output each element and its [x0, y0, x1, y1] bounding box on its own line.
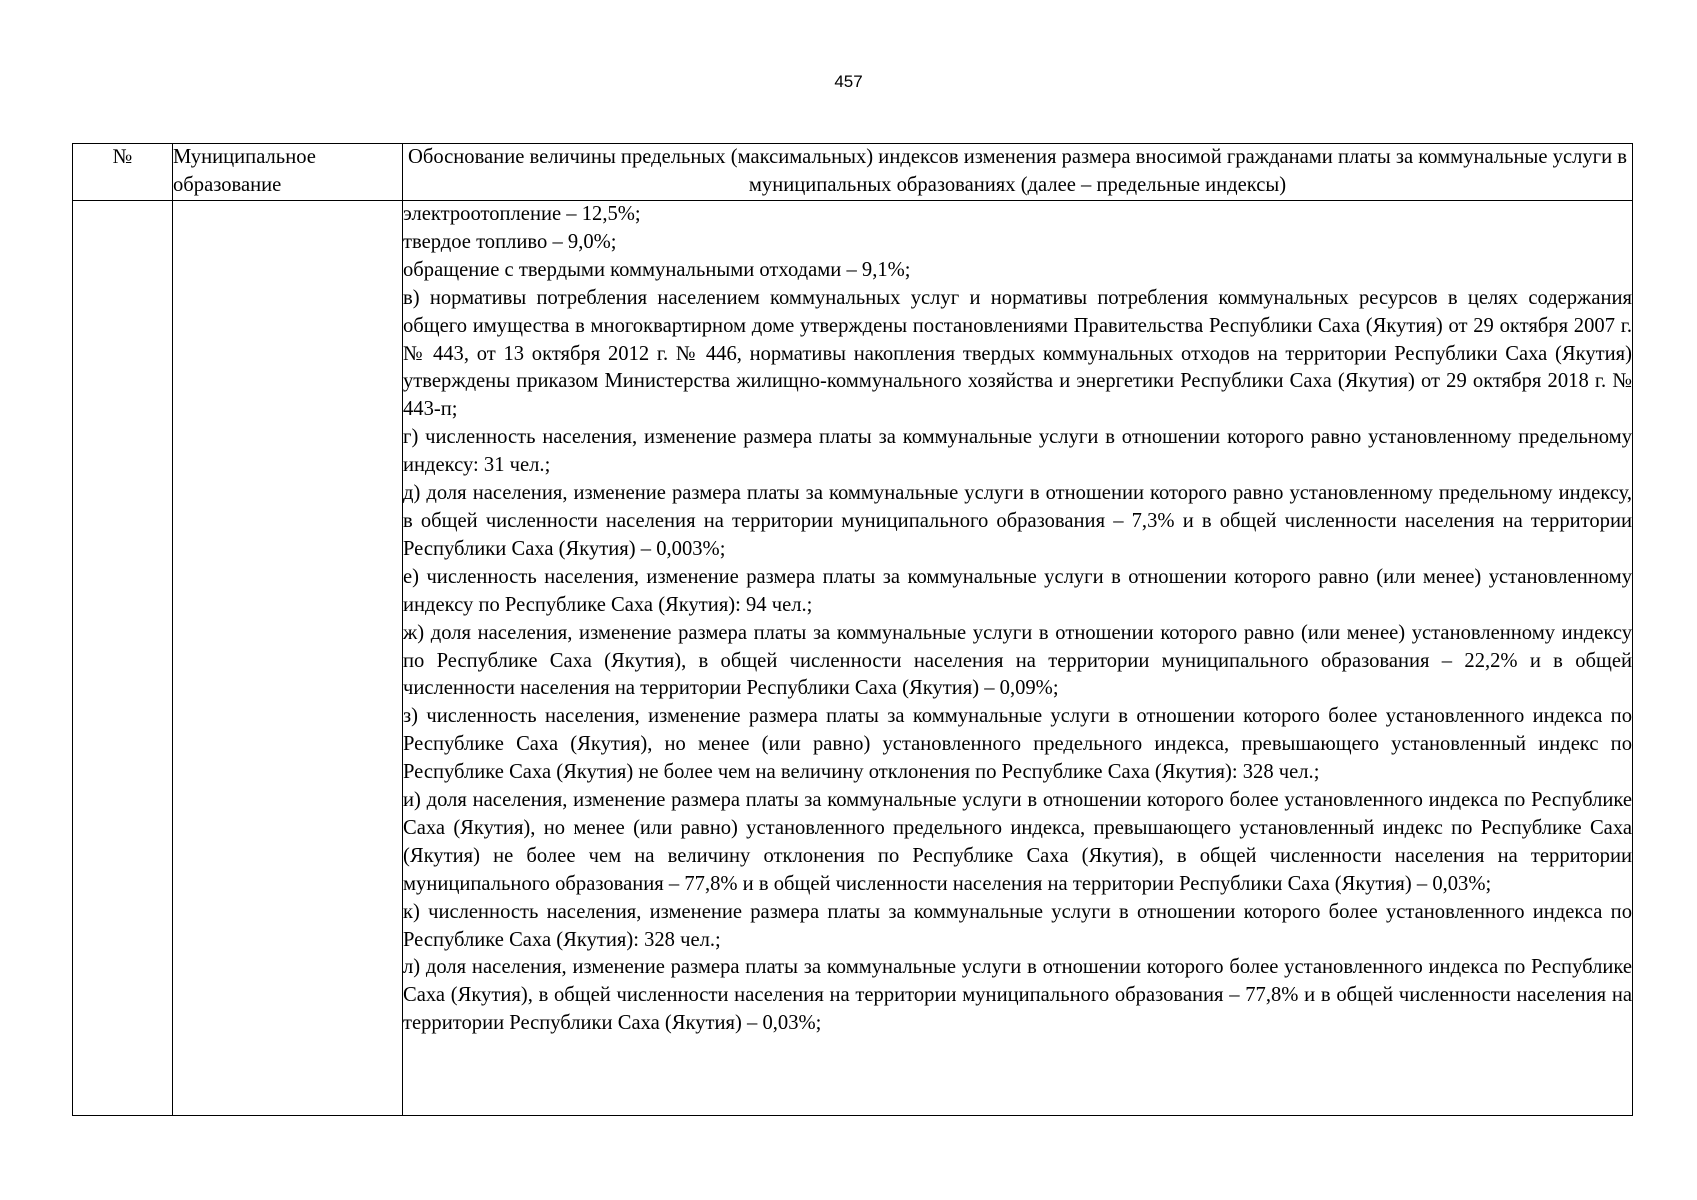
row-municipality-cell	[173, 201, 403, 1116]
justification-table	[72, 143, 1633, 1116]
header-justification: Обоснование величины предельных (максимальных) индексов изменения размера вносимой гражданами платы за коммунальные услуги в муниципальных образованиях (далее – предельные индексы)	[403, 144, 1633, 201]
paragraph-item-g: г) численность населения, изменение размера платы за коммунальные услуги в отношении которого равно установленному предельному индексу: 31 чел.;	[403, 426, 1632, 477]
header-municipality: Муниципальное образование	[173, 144, 403, 201]
row-number-cell	[73, 201, 173, 1116]
paragraph-item-l: л) доля населения, изменение размера платы за коммунальные услуги в отношении которого более установленного индекса по Республике Саха (Якутия), в общей численности населения на территории муниципального образования – 77,8% и в общей численности населения на территории Республики Саха (Якутия) – 0,03%;	[403, 956, 1632, 1035]
paragraph-solid-fuel: твердое топливо – 9,0%;	[403, 230, 617, 253]
paragraph-item-z: з) численность населения, изменение размера платы за коммунальные услуги в отношении которого более установленного индекса по Республике Саха (Якутия), но менее (или равно) установленного предельного индекса, превышающего установленный индекс по Республике Саха (Якутия) не более чем на величину отклонения по Республике Саха (Якутия): 328 чел.;	[403, 705, 1632, 784]
row-justification-cell	[403, 201, 1633, 1116]
paragraph-item-i: и) доля населения, изменение размера платы за коммунальные услуги в отношении которого более установленного индекса по Республике Саха (Якутия), но менее (или равно) установленного предельного индекса, превышающего установленный индекс по Республике Саха (Якутия) не более чем на величину отклонения по Республике Саха (Якутия), в общей численности населения на территории муниципального образования – 77,8% и в общей численности населения на территории Республики Саха (Якутия) – 0,03%;	[403, 789, 1632, 895]
page-number: 457	[834, 72, 863, 91]
paragraph-item-k: к) численность населения, изменение размера платы за коммунальные услуги в отношении которого более установленного индекса по Республике Саха (Якутия): 328 чел.;	[403, 900, 1632, 951]
table-header	[73, 144, 1633, 201]
paragraph-solid-waste: обращение с твердыми коммунальными отходами – 9,1%;	[403, 258, 911, 281]
paragraph-item-e: е) численность населения, изменение размера платы за коммунальные услуги в отношении которого равно (или менее) установленному индексу по Республике Саха (Якутия): 94 чел.;	[403, 565, 1632, 616]
table-body	[73, 201, 1633, 1116]
paragraph-electric-heating: электроотопление – 12,5%;	[403, 203, 641, 225]
table-row	[73, 201, 1633, 1116]
paragraph-item-v: в) нормативы потребления населением коммунальных услуг и нормативы потребления коммунальных ресурсов в целях содержания общего имущества в многоквартирном доме утверждены постановлениями Правительства Республики Саха (Якутия) от 29 октября 2007 г. № 443, от 13 октября 2012 г. № 446, нормативы накопления твердых коммунальных отходов на территории Республики Саха (Якутия) утверждены приказом Министерства жилищно-коммунального хозяйства и энергетики Республики Саха (Якутия) от 29 октября 2018 г. № 443-п;	[403, 286, 1632, 421]
paragraph-item-d: д) доля населения, изменение размера платы за коммунальные услуги в отношении которого равно установленному предельному индексу, в общей численности населения на территории муниципального образования – 7,3% и в общей численности населения на территории Республики Саха (Якутия) – 0,003%;	[403, 482, 1632, 560]
header-number: №	[73, 144, 173, 201]
header-row	[73, 144, 1633, 201]
paragraph-item-zh: ж) доля населения, изменение размера платы за коммунальные услуги в отношении которого равно (или менее) установленному индексу по Республике Саха (Якутия), в общей численности населения на территории муниципального образования – 22,2% и в общей численности населения на территории Республики Саха (Якутия) – 0,09%;	[403, 621, 1632, 700]
